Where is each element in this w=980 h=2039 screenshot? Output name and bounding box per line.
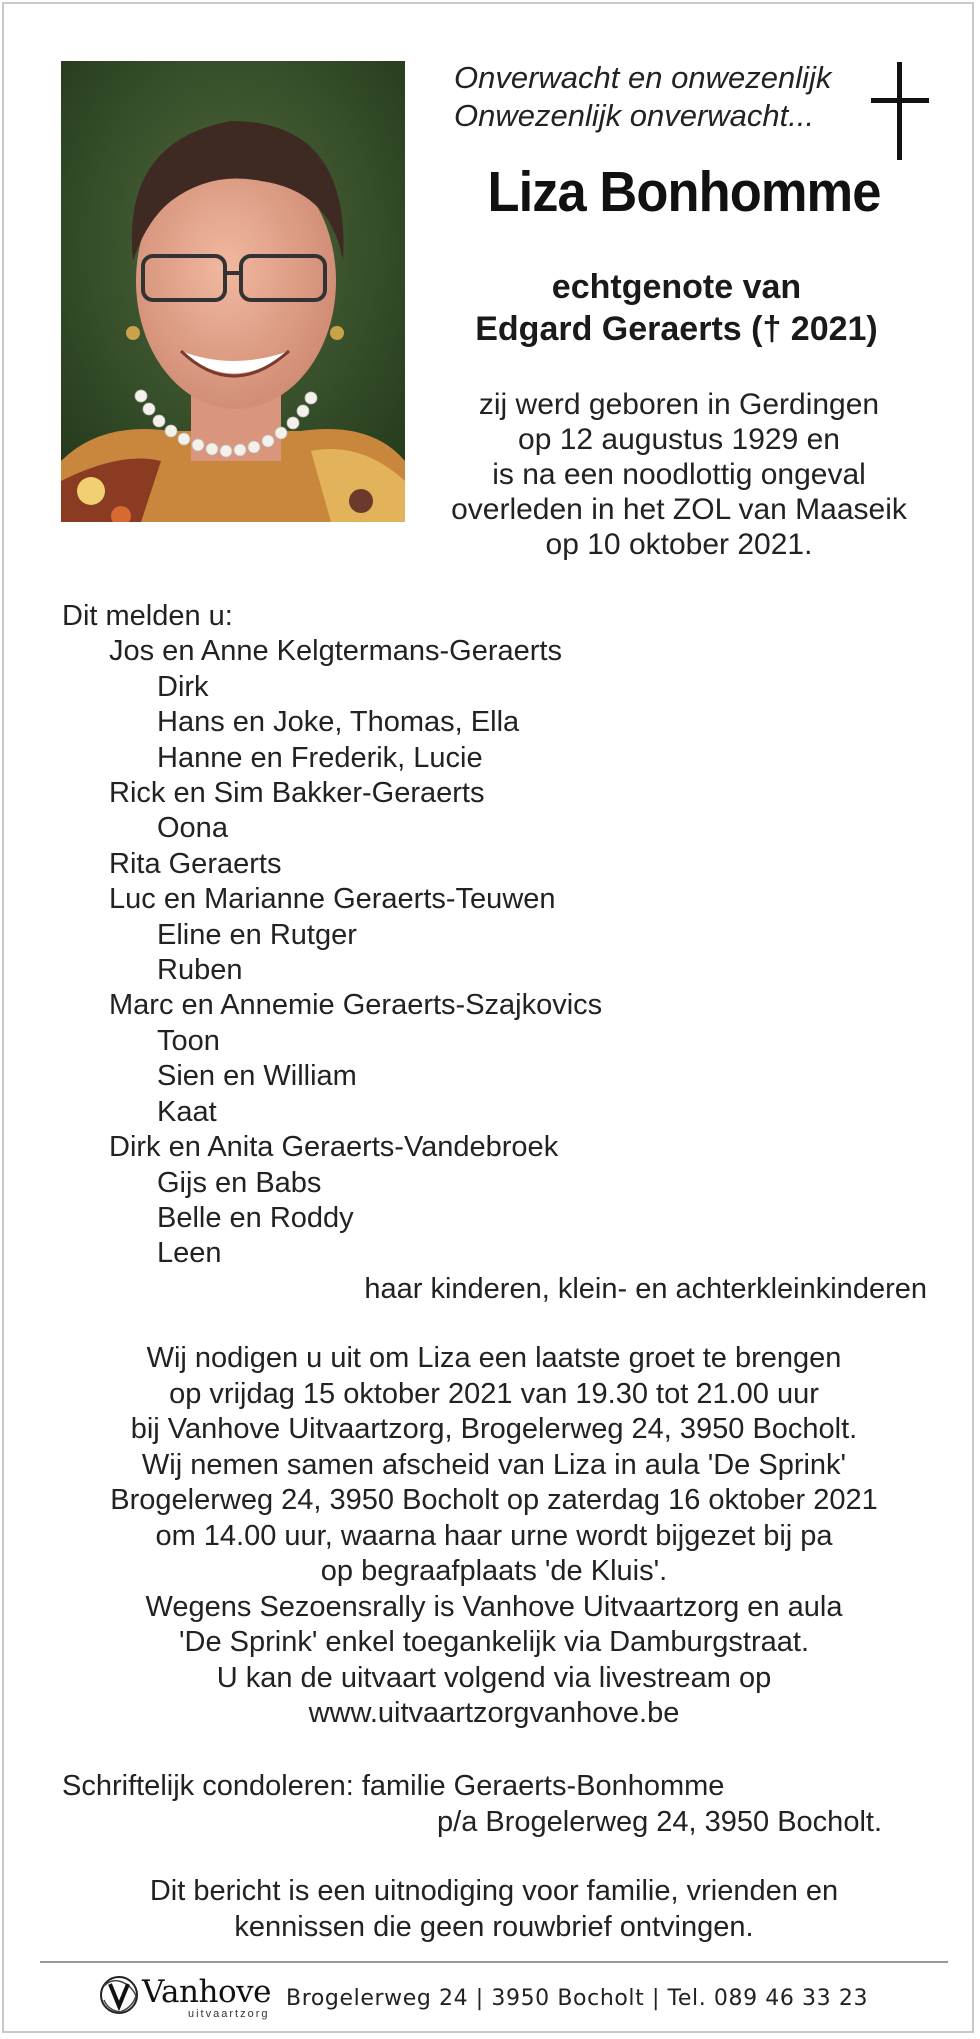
family-member: Belle en Roddy <box>157 1201 354 1234</box>
family-member: Kaat <box>157 1095 217 1128</box>
notice-line: kennissen die geen rouwbrief ontvingen. <box>234 1911 754 1943</box>
vanhove-logo <box>96 1972 271 2022</box>
spouse-line: Edgard Geraerts († 2021) <box>475 310 878 348</box>
family-member: Ruben <box>157 954 243 987</box>
family-member: Gijs en Babs <box>157 1166 322 1199</box>
motto <box>454 59 831 135</box>
motto-line: Onverwacht en onwezenlijk <box>454 60 832 95</box>
family-member: Luc en Marianne Geraerts-Teuwen <box>109 883 556 916</box>
spouse-line: echtgenote van <box>551 268 802 306</box>
family-member: Dirk en Anita Geraerts-Vandebroek <box>109 1131 559 1164</box>
bio-line: op 12 augustus 1929 en <box>518 423 840 456</box>
footer-contact: Brogelerweg 24 | 3950 Bocholt | Tel. 089 46 33 23 <box>286 1986 869 2011</box>
family-member: Oona <box>157 812 228 845</box>
invitation-line: op vrijdag 15 oktober 2021 van 19.30 tot 21.00 uur <box>169 1377 819 1410</box>
motto-line: Onwezenlijk onverwacht... <box>454 98 815 133</box>
bio-line: overleden in het ZOL van Maaseik <box>451 493 907 526</box>
invitation-line: Brogelerweg 24, 3950 Bocholt op zaterdag 16 oktober 2021 <box>110 1484 878 1516</box>
family-list <box>62 599 942 1307</box>
invitation-line: 'De Sprink' enkel toegankelijk via Damburgstraat. <box>178 1626 810 1658</box>
family-member: Sien en William <box>157 1060 357 1093</box>
brand-name: Vanhove <box>142 1974 271 2010</box>
portrait-photo <box>61 61 405 522</box>
family-member: Toon <box>157 1024 220 1057</box>
family-member: Hans en Joke, Thomas, Ella <box>157 706 520 739</box>
invitation-line: om 14.00 uur, waarna haar urne wordt bijgezet bij pa <box>155 1519 833 1552</box>
bio-line: op 10 oktober 2021. <box>545 528 813 561</box>
footer-divider <box>40 1961 948 1963</box>
vanhove-logo-icon <box>96 1972 142 2018</box>
invitation-line: Wegens Sezoensrally is Vanhove Uitvaartzorg en aula <box>145 1590 843 1623</box>
family-member: Jos en Anne Kelgtermans-Geraerts <box>109 635 562 668</box>
biography <box>424 387 934 562</box>
family-signature: haar kinderen, klein- en achterkleinkinderen <box>364 1272 927 1305</box>
deceased-name: Liza Bonhomme <box>487 160 881 224</box>
invitation-line: Wij nemen samen afscheid van Liza in aula 'De Sprink' <box>141 1448 847 1481</box>
family-member: Dirk <box>157 670 209 703</box>
family-member: Rita Geraerts <box>109 847 282 880</box>
invitation-line: U kan de uitvaart volgend via livestream op <box>216 1661 772 1694</box>
notice-text <box>44 1873 944 1945</box>
family-intro: Dit melden u: <box>62 600 233 632</box>
family-member: Marc en Annemie Geraerts-Szajkovics <box>109 989 603 1022</box>
invitation-text <box>44 1341 944 1732</box>
cross-icon <box>871 62 929 160</box>
brand-subtitle: uitvaartzorg <box>188 2008 270 2020</box>
condolences-line: Schriftelijk condoleren: familie Geraerts-Bonhomme <box>62 1770 725 1802</box>
condolences <box>62 1768 882 1840</box>
obituary-card <box>2 2 974 2033</box>
family-member: Rick en Sim Bakker-Geraerts <box>109 777 485 810</box>
family-member: Eline en Rutger <box>157 918 357 951</box>
family-member: Hanne en Frederik, Lucie <box>157 741 483 774</box>
condolences-address: p/a Brogelerweg 24, 3950 Bocholt. <box>437 1806 882 1838</box>
family-member: Leen <box>157 1237 222 1270</box>
spouse-info <box>434 266 919 350</box>
invitation-line: op begraafplaats 'de Kluis'. <box>320 1555 668 1587</box>
invitation-line: Wij nodigen u uit om Liza een laatste groet te brengen <box>146 1342 842 1374</box>
notice-line: Dit bericht is een uitnodiging voor familie, vrienden en <box>149 1875 839 1907</box>
bio-line: is na een noodlottig ongeval <box>492 458 866 491</box>
bio-line: zij werd geboren in Gerdingen <box>478 388 880 421</box>
livestream-link[interactable]: www.uitvaartzorgvanhove.be <box>308 1697 680 1729</box>
invitation-line: bij Vanhove Uitvaartzorg, Brogelerweg 24, 3950 Bocholt. <box>130 1413 858 1445</box>
